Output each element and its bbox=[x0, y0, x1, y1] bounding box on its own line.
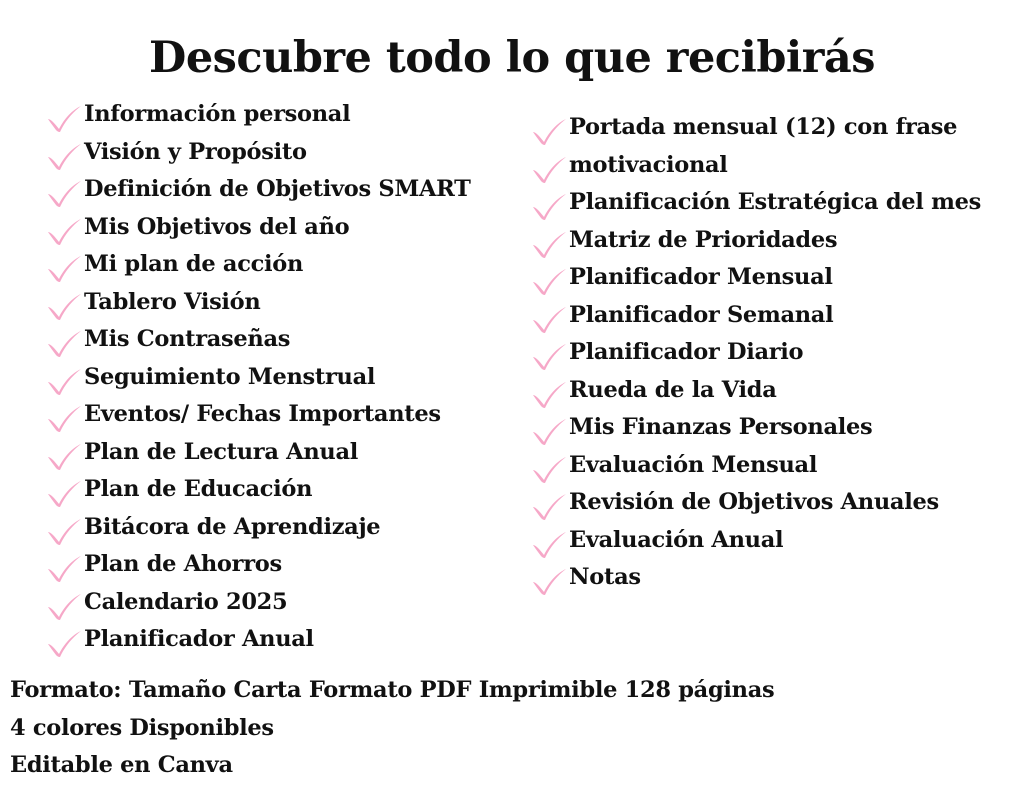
checkmark-icon bbox=[46, 518, 82, 546]
left-list-item-label: Planificador Anual bbox=[84, 626, 314, 652]
right-list-item bbox=[531, 484, 981, 522]
checkmark-icon bbox=[46, 218, 82, 246]
right-list-item-label: Planificador Mensual bbox=[569, 264, 833, 290]
left-list-item bbox=[46, 471, 471, 509]
checkmark-icon bbox=[46, 555, 82, 583]
checkmark-icon bbox=[46, 105, 82, 133]
left-list-item bbox=[46, 584, 471, 622]
checkmark-icon bbox=[46, 368, 82, 396]
left-list-item-label: Seguimiento Menstrual bbox=[84, 363, 376, 390]
checkmark-icon bbox=[46, 480, 82, 508]
checkmark-icon bbox=[531, 156, 567, 184]
right-feature-list bbox=[531, 109, 981, 597]
left-list-item bbox=[46, 509, 471, 547]
right-list-item-label: motivacional bbox=[569, 151, 728, 178]
page-title: Descubre todo lo que recibirás bbox=[149, 32, 875, 83]
left-list-item bbox=[46, 359, 471, 397]
right-list-item bbox=[531, 147, 981, 185]
checkmark-icon bbox=[46, 405, 82, 433]
colors-text: 4 colores Disponibles bbox=[10, 714, 274, 741]
left-list-item-label: Mis Objetivos del año bbox=[84, 213, 350, 240]
left-list-item bbox=[46, 434, 471, 472]
right-list-item bbox=[531, 522, 981, 560]
right-list-item bbox=[531, 372, 981, 410]
checkmark-icon bbox=[531, 193, 567, 221]
right-list-item-label: Rueda de la Vida bbox=[569, 376, 777, 403]
checkmark-icon bbox=[46, 143, 82, 171]
checkmark-icon bbox=[531, 381, 567, 409]
checkmark-icon bbox=[531, 493, 567, 521]
format-text: Formato: Tamaño Carta Formato PDF Imprimible 128 páginas bbox=[10, 677, 775, 703]
checkmark-icon bbox=[46, 180, 82, 208]
right-list-item bbox=[531, 184, 981, 222]
checkmark-icon bbox=[531, 306, 567, 334]
left-list-item-label: Mi plan de acción bbox=[84, 251, 304, 277]
right-list-item bbox=[531, 409, 981, 447]
right-list-item-label: Planificador Diario bbox=[569, 339, 804, 365]
left-list-item-label: Información personal bbox=[84, 101, 351, 127]
right-list-item-label: Mis Finanzas Personales bbox=[569, 414, 873, 440]
left-list-item-label: Tablero Visión bbox=[84, 288, 261, 315]
product-details bbox=[10, 672, 774, 785]
checkmark-icon bbox=[531, 268, 567, 296]
checkmark-icon bbox=[46, 293, 82, 321]
editable-text: Editable en Canva bbox=[10, 752, 233, 778]
right-list-item-label: Planificación Estratégica del mes bbox=[569, 189, 981, 215]
left-list-item bbox=[46, 546, 471, 584]
left-list-item-label: Calendario 2025 bbox=[84, 588, 288, 615]
left-list-item bbox=[46, 621, 471, 659]
right-list-item-label: Planificador Semanal bbox=[569, 301, 834, 328]
left-list-item-label: Eventos/ Fechas Importantes bbox=[84, 401, 441, 427]
checkmark-icon bbox=[531, 568, 567, 596]
left-list-item bbox=[46, 134, 471, 172]
left-list-item-label: Mis Contraseñas bbox=[84, 326, 291, 352]
right-list-item bbox=[531, 259, 981, 297]
checkmark-icon bbox=[46, 255, 82, 283]
checkmark-icon bbox=[531, 456, 567, 484]
left-list-item bbox=[46, 96, 471, 134]
right-list-item bbox=[531, 109, 981, 147]
checkmark-icon bbox=[531, 418, 567, 446]
left-feature-list bbox=[46, 96, 471, 659]
right-list-item-label: Evaluación Anual bbox=[569, 526, 784, 553]
right-list-item-label: Evaluación Mensual bbox=[569, 451, 818, 478]
left-list-item-label: Definición de Objetivos SMART bbox=[84, 176, 471, 202]
right-list-item-label: Portada mensual (12) con frase bbox=[569, 114, 958, 140]
checkmark-icon bbox=[531, 343, 567, 371]
checkmark-icon bbox=[531, 118, 567, 146]
left-list-item bbox=[46, 246, 471, 284]
checkmark-icon bbox=[46, 630, 82, 658]
checkmark-icon bbox=[46, 593, 82, 621]
checkmark-icon bbox=[531, 531, 567, 559]
right-list-item bbox=[531, 297, 981, 335]
right-list-item bbox=[531, 559, 981, 597]
right-list-item bbox=[531, 334, 981, 372]
checkmark-icon bbox=[46, 330, 82, 358]
left-list-item bbox=[46, 284, 471, 322]
right-list-item bbox=[531, 222, 981, 260]
left-list-item-label: Bitácora de Aprendizaje bbox=[84, 513, 381, 540]
left-list-item-label: Plan de Educación bbox=[84, 476, 313, 502]
right-list-item-label: Notas bbox=[569, 564, 641, 590]
right-list-item-label: Matriz de Prioridades bbox=[569, 226, 838, 253]
left-list-item bbox=[46, 321, 471, 359]
right-list-item bbox=[531, 447, 981, 485]
right-list-item-label: Revisión de Objetivos Anuales bbox=[569, 489, 939, 515]
left-list-item bbox=[46, 209, 471, 247]
checkmark-icon bbox=[46, 443, 82, 471]
checkmark-icon bbox=[531, 231, 567, 259]
left-list-item-label: Plan de Ahorros bbox=[84, 551, 282, 577]
left-list-item bbox=[46, 396, 471, 434]
left-list-item-label: Plan de Lectura Anual bbox=[84, 438, 358, 465]
left-list-item-label: Visión y Propósito bbox=[84, 138, 307, 165]
left-list-item bbox=[46, 171, 471, 209]
